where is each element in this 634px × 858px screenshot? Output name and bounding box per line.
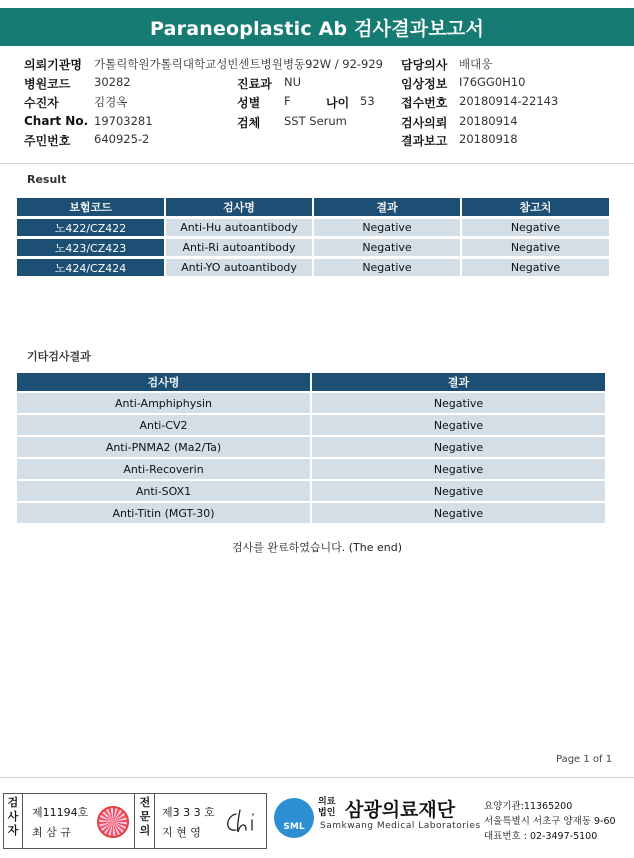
request-date-value: 20180914: [459, 114, 518, 128]
tester-name: 최 삼 규: [32, 826, 71, 839]
specimen-value: SST Serum: [284, 114, 347, 128]
org-name: 삼광의료재단: [345, 799, 456, 821]
org-code: 요양기관:11365200: [484, 801, 573, 812]
table-row: [17, 481, 605, 501]
logo-text: SML: [283, 822, 305, 832]
divider-line: [22, 794, 23, 848]
test-name: Anti-YO autoantibody: [166, 259, 312, 276]
header-reference: 참고치: [462, 198, 609, 216]
tester-seal-icon: [97, 806, 129, 838]
test-result: Negative: [314, 219, 460, 236]
footer-divider: [0, 777, 634, 778]
test-name: Anti-Amphiphysin: [17, 393, 310, 413]
tester-label: 검사자: [7, 796, 19, 837]
dept-label: 진료과: [237, 77, 272, 91]
test-name: Anti-CV2: [17, 415, 310, 435]
reference-value: Negative: [462, 259, 609, 276]
divider-line: [134, 794, 135, 848]
doctor-label: 담당의사: [401, 58, 448, 72]
insurance-code: 노424/CZ424: [17, 259, 164, 276]
table-row: [17, 239, 609, 256]
clinical-info-value: I76GG0H10: [459, 75, 526, 89]
test-name: Anti-Ri autoantibody: [166, 239, 312, 256]
reference-value: Negative: [462, 219, 609, 236]
specialist-license: 제3 3 3 호: [162, 806, 215, 819]
chart-no-value: 19703281: [94, 114, 153, 128]
receipt-no-label: 접수번호: [401, 96, 448, 110]
report-date-value: 20180918: [459, 132, 518, 146]
divider-line: [154, 794, 155, 848]
table-row: [17, 415, 605, 435]
tester-license: 제11194호: [32, 806, 89, 819]
sex-value: F: [284, 94, 291, 108]
institution-label: 의뢰기관명: [24, 58, 82, 72]
header-test-name: 검사명: [17, 373, 310, 391]
result-section-label: Result: [27, 173, 67, 186]
report-date-label: 결과보고: [401, 134, 448, 148]
test-name: Anti-Hu autoantibody: [166, 219, 312, 236]
end-of-report-text: 검사를 완료하였습니다. (The end): [231, 541, 402, 554]
specialist-name: 지 현 영: [162, 826, 201, 839]
resident-no-label: 주민번호: [24, 134, 71, 148]
age-value: 53: [360, 94, 375, 108]
report-title: Paraneoplastic Ab 검사결과보고서: [0, 8, 634, 46]
result-table: [15, 195, 611, 279]
table-row: [17, 259, 609, 276]
table-row: [17, 437, 605, 457]
test-result: Negative: [312, 415, 605, 435]
resident-no-value: 640925-2: [94, 132, 150, 146]
test-result: Negative: [312, 503, 605, 523]
test-name: Anti-Recoverin: [17, 459, 310, 479]
test-result: Negative: [312, 481, 605, 501]
hospital-code-label: 병원코드: [24, 77, 71, 91]
test-result: Negative: [312, 459, 605, 479]
table-row: [17, 459, 605, 479]
org-address: 서울특별시 서초구 양재동 9-60: [484, 816, 616, 827]
org-phone: 대표번호 : 02-3497-5100: [484, 831, 598, 842]
table-row: [17, 503, 605, 523]
other-results-table: [15, 371, 607, 525]
test-name: Anti-PNMA2 (Ma2/Ta): [17, 437, 310, 457]
test-result: Negative: [314, 259, 460, 276]
reference-value: Negative: [462, 239, 609, 256]
receiver-value: 김경옥: [94, 95, 128, 109]
header-insurance-code: 보험코드: [17, 198, 164, 216]
doctor-value: 배대웅: [459, 57, 493, 71]
page-number: Page 1 of 1: [556, 754, 613, 765]
receiver-label: 수진자: [24, 96, 59, 110]
test-result: Negative: [312, 393, 605, 413]
test-name: Anti-SOX1: [17, 481, 310, 501]
dept-value: NU: [284, 75, 302, 89]
other-table-header: [17, 373, 605, 391]
other-section-label: 기타검사결과: [27, 350, 91, 363]
header-result: 결과: [314, 198, 460, 216]
test-result: Negative: [314, 239, 460, 256]
result-table-header: [17, 198, 609, 216]
specialist-signature-icon: [222, 806, 262, 838]
sex-label: 성별: [237, 96, 261, 110]
org-prefix: 의료 법인: [318, 797, 336, 818]
signature-box: [3, 793, 267, 849]
sml-logo-icon: [274, 798, 314, 838]
table-row: [17, 393, 605, 413]
clinical-info-label: 임상정보: [401, 77, 448, 91]
header-result: 결과: [312, 373, 605, 391]
test-result: Negative: [312, 437, 605, 457]
age-label: 나이: [326, 96, 350, 110]
test-name: Anti-Titin (MGT-30): [17, 503, 310, 523]
insurance-code: 노423/CZ423: [17, 239, 164, 256]
specialist-label: 전문의: [139, 796, 151, 837]
receipt-no-value: 20180914-22143: [459, 94, 559, 108]
specimen-label: 검체: [237, 116, 261, 130]
request-date-label: 검사의뢰: [401, 116, 448, 130]
header-test-name: 검사명: [166, 198, 312, 216]
org-english-name: Samkwang Medical Laboratories: [320, 821, 481, 831]
insurance-code: 노422/CZ422: [17, 219, 164, 236]
section-divider: [0, 163, 634, 164]
table-row: [17, 219, 609, 236]
institution-value: 가톨릭학원가톨릭대학교성빈센트병원병동92W / 92-929: [94, 57, 384, 71]
chart-no-label: Chart No.: [24, 114, 89, 128]
hospital-code-value: 30282: [94, 75, 131, 89]
